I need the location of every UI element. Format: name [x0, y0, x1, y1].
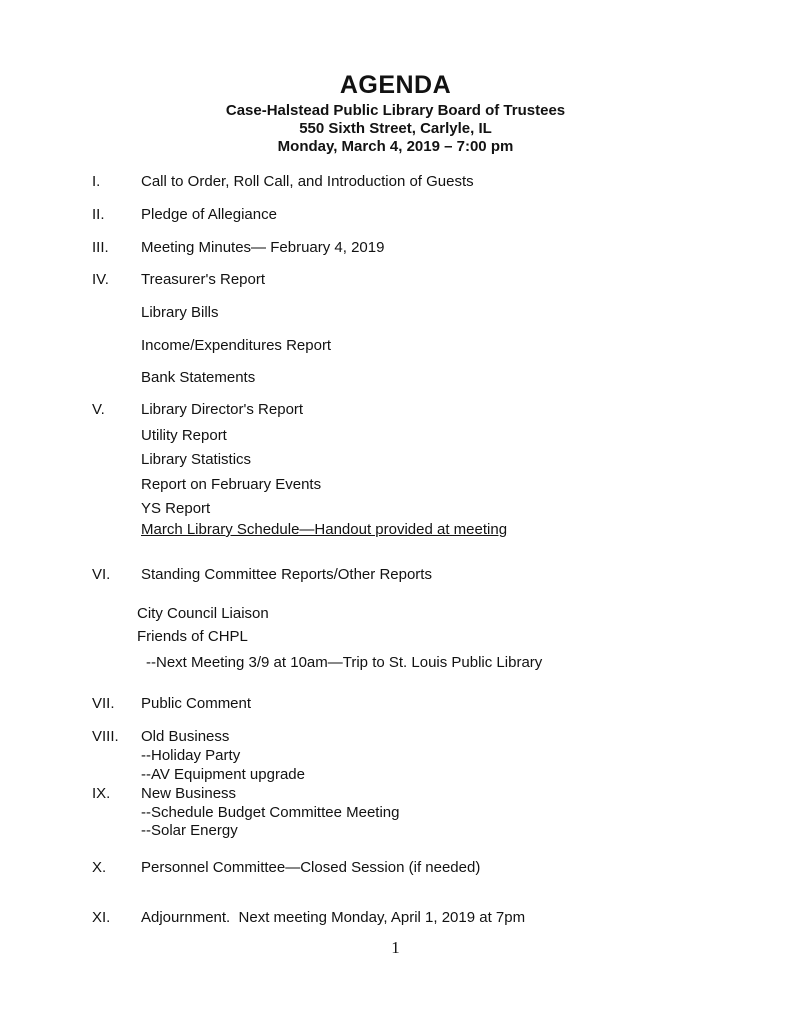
agenda-line-numeral: IV.: [92, 271, 109, 288]
agenda-line-text: Call to Order, Roll Call, and Introduction of Guests: [141, 173, 474, 190]
page-number: 1: [391, 938, 400, 957]
agenda-line-numeral: I.: [92, 173, 101, 190]
agenda-line-text: Library Director's Report: [141, 401, 304, 418]
agenda-line-text: Public Comment: [141, 695, 252, 712]
agenda-line-numeral: II.: [92, 206, 105, 223]
agenda-line-text: Old Business: [141, 728, 230, 745]
agenda-line-numeral: VIII.: [92, 728, 119, 745]
meeting-datetime: Monday, March 4, 2019 – 7:00 pm: [277, 138, 514, 155]
agenda-line-text: --Solar Energy: [141, 822, 238, 839]
agenda-line-text: --AV Equipment upgrade: [141, 766, 305, 783]
agenda-line-text: Treasurer's Report: [141, 271, 266, 288]
agenda-line-text: YS Report: [141, 500, 211, 517]
agenda-line-numeral: VII.: [92, 695, 115, 712]
organization-address: 550 Sixth Street, Carlyle, IL: [299, 120, 492, 137]
agenda-line-text: Library Statistics: [141, 451, 252, 468]
agenda-line-numeral: XI.: [92, 909, 111, 926]
agenda-line-text: Bank Statements: [141, 369, 256, 386]
agenda-line-text: Personnel Committee—Closed Session (if needed): [141, 859, 481, 876]
agenda-line-text: Report on February Events: [141, 476, 322, 493]
agenda-line-text: --Next Meeting 3/9 at 10am—Trip to St. Louis Public Library: [146, 654, 543, 671]
agenda-line-numeral: III.: [92, 239, 109, 256]
document-header: [0, 72, 791, 156]
agenda-line-text: Meeting Minutes— February 4, 2019: [141, 239, 385, 256]
agenda-line-text: City Council Liaison: [137, 605, 269, 622]
agenda-line-text: --Holiday Party: [141, 747, 241, 764]
organization-name: Case-Halstead Public Library Board of Trustees: [225, 102, 566, 119]
agenda-line-text: --Schedule Budget Committee Meeting: [141, 804, 400, 821]
agenda-line-numeral: X.: [92, 859, 107, 876]
agenda-line-text: Library Bills: [141, 304, 219, 321]
agenda-line-numeral: V.: [92, 401, 105, 418]
agenda-line-text: March Library Schedule—Handout provided at meeting: [141, 521, 508, 538]
agenda-line-text: Standing Committee Reports/Other Reports: [141, 566, 432, 583]
agenda-line-numeral: VI.: [92, 566, 111, 583]
agenda-line-text: Utility Report: [141, 427, 227, 444]
agenda-line-text: Income/Expenditures Report: [141, 337, 332, 354]
agenda-line-numeral: IX.: [92, 785, 111, 802]
document-title: AGENDA: [339, 71, 452, 99]
agenda-line-text: New Business: [141, 785, 237, 802]
agenda-line-text: Friends of CHPL: [137, 628, 248, 645]
agenda-line-text: Pledge of Allegiance: [141, 206, 277, 223]
agenda-line-text: Adjournment. Next meeting Monday, April 1, 2019 at 7pm: [141, 909, 526, 926]
